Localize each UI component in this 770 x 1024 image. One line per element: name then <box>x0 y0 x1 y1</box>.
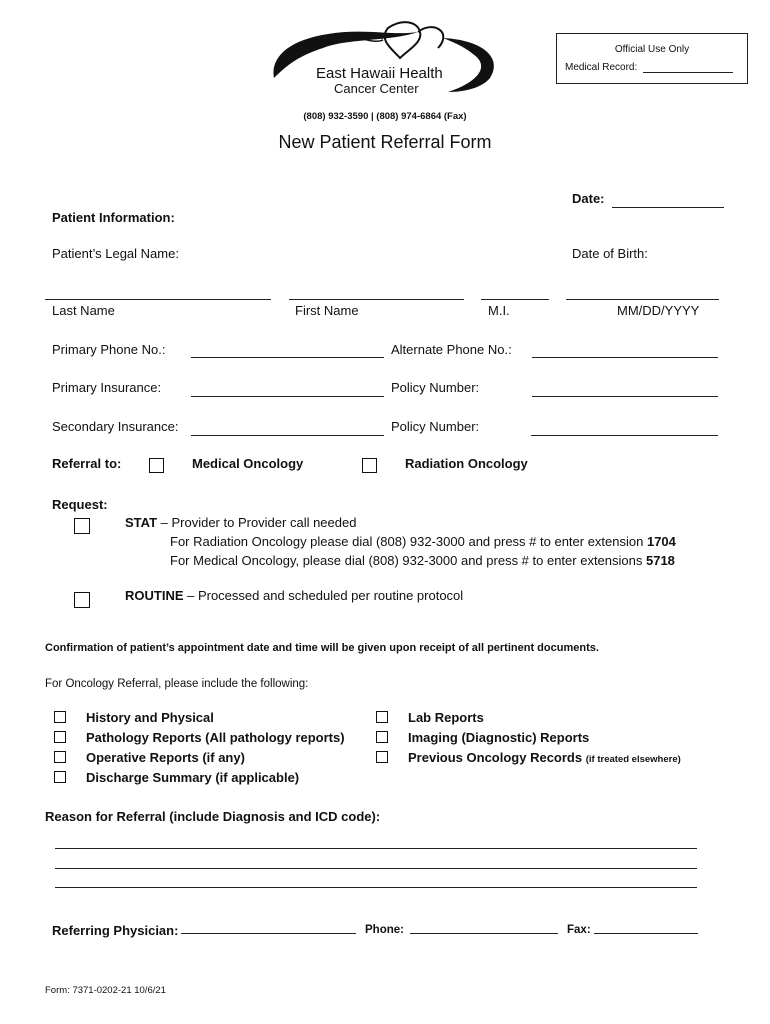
referring-physician-label: Referring Physician: <box>52 923 179 938</box>
mi-caption: M.I. <box>488 303 510 318</box>
dob-caption: MM/DD/YYYY <box>617 303 700 318</box>
reason-line-1[interactable] <box>55 848 697 849</box>
medical-record-field[interactable] <box>643 72 733 73</box>
checklist-right-checkbox-1[interactable] <box>376 711 388 723</box>
date-field[interactable] <box>612 207 724 208</box>
dob-label: Date of Birth: <box>572 246 648 261</box>
header-phone-fax: (808) 932-3590 | (808) 974-6864 (Fax) <box>303 111 467 122</box>
first-name-field[interactable] <box>289 299 464 300</box>
alt-phone-label: Alternate Phone No.: <box>391 342 512 357</box>
primary-insurance-field[interactable] <box>191 396 384 397</box>
checklist-right-item-2: Imaging (Diagnostic) Reports <box>408 730 590 745</box>
checklist-left-checkbox-2[interactable] <box>54 731 66 743</box>
confirmation-note: Confirmation of patient’s appointment date and time will be given upon receipt of all pertinent documents. <box>45 642 599 654</box>
medical-oncology-label: Medical Oncology <box>192 456 304 471</box>
include-intro: For Oncology Referral, please include the following: <box>45 678 309 690</box>
page-title: New Patient Referral Form <box>278 132 492 152</box>
last-name-caption: Last Name <box>52 303 115 318</box>
checklist-right-item-3-note: (if treated elsewhere) <box>585 754 681 765</box>
patient-info-heading: Patient Information: <box>52 210 175 225</box>
policy-number-label-2: Policy Number: <box>391 419 480 434</box>
mi-field[interactable] <box>481 299 549 300</box>
official-use-heading: Official Use Only <box>614 44 690 55</box>
stat-text: – Provider to Provider call needed <box>157 515 357 530</box>
secondary-insurance-field[interactable] <box>191 435 384 436</box>
checklist-left-item-2: Pathology Reports (All pathology reports) <box>86 730 345 745</box>
routine-text: – Processed and scheduled per routine protocol <box>183 588 464 603</box>
secondary-insurance-label: Secondary Insurance: <box>52 419 179 434</box>
form-number: Form: 7371-0202-21 10/6/21 <box>45 985 166 996</box>
stat-bold: STAT <box>125 515 158 530</box>
checklist-left-checkbox-3[interactable] <box>54 751 66 763</box>
checklist-left-item-3: Operative Reports (if any) <box>86 750 245 765</box>
logo <box>268 18 503 96</box>
radiation-oncology-label: Radiation Oncology <box>405 456 528 471</box>
stat-line-1 <box>125 515 356 531</box>
checklist-right-item-3: Previous Oncology Records <box>408 750 583 765</box>
physician-phone-label: Phone: <box>365 924 404 936</box>
radiation-extension: 1704 <box>646 534 676 549</box>
reason-label: Reason for Referral (include Diagnosis and ICD code): <box>45 809 381 824</box>
checklist-right-item-3-row <box>408 750 681 768</box>
checklist-left-item-1: History and Physical <box>86 710 214 725</box>
first-name-caption: First Name <box>295 303 359 318</box>
reason-line-2[interactable] <box>55 868 697 869</box>
routine-bold: ROUTINE <box>125 588 184 603</box>
checklist-right-checkbox-3[interactable] <box>376 751 388 763</box>
medical-extension: 5718 <box>645 553 675 568</box>
policy-number-field-2[interactable] <box>531 435 718 436</box>
policy-number-field-1[interactable] <box>532 396 718 397</box>
checklist-right-checkbox-2[interactable] <box>376 731 388 743</box>
physician-fax-field[interactable] <box>594 933 698 934</box>
primary-insurance-label: Primary Insurance: <box>52 380 162 395</box>
policy-number-label-1: Policy Number: <box>391 380 480 395</box>
dob-field[interactable] <box>566 299 719 300</box>
checklist-left-checkbox-4[interactable] <box>54 771 66 783</box>
radiation-oncology-checkbox[interactable] <box>362 458 377 473</box>
legal-name-label: Patient’s Legal Name: <box>52 246 179 261</box>
stat-checkbox[interactable] <box>74 518 90 534</box>
date-label: Date: <box>572 191 605 206</box>
alt-phone-field[interactable] <box>532 357 718 358</box>
primary-phone-field[interactable] <box>191 357 384 358</box>
referral-to-label: Referral to: <box>52 456 122 471</box>
physician-fax-label: Fax: <box>567 924 591 936</box>
official-use-box <box>556 33 748 84</box>
medical-record-label: Medical Record: <box>565 62 638 73</box>
routine-line <box>125 588 463 604</box>
checklist-right-item-1: Lab Reports <box>408 710 484 725</box>
medical-oncology-checkbox[interactable] <box>149 458 164 473</box>
physician-phone-field[interactable] <box>410 933 558 934</box>
logo-line-2: Cancer Center <box>334 81 419 96</box>
checklist-left-checkbox-1[interactable] <box>54 711 66 723</box>
stat-line-3-text: For Medical Oncology, please dial (808) 932-3000 and press # to enter extensions <box>170 553 646 568</box>
stat-line-2 <box>170 534 676 550</box>
checklist-left-item-4: Discharge Summary (if applicable) <box>86 770 300 785</box>
request-label: Request: <box>52 497 108 512</box>
routine-checkbox[interactable] <box>74 592 90 608</box>
logo-line-1: East Hawaii Health <box>316 65 443 82</box>
stat-line-2-text: For Radiation Oncology please dial (808) 932-3000 and press # to enter extension <box>170 534 647 549</box>
primary-phone-label: Primary Phone No.: <box>52 342 166 357</box>
referring-physician-field[interactable] <box>181 933 356 934</box>
stat-line-3 <box>170 553 675 569</box>
last-name-field[interactable] <box>45 299 271 300</box>
reason-line-3[interactable] <box>55 887 697 888</box>
